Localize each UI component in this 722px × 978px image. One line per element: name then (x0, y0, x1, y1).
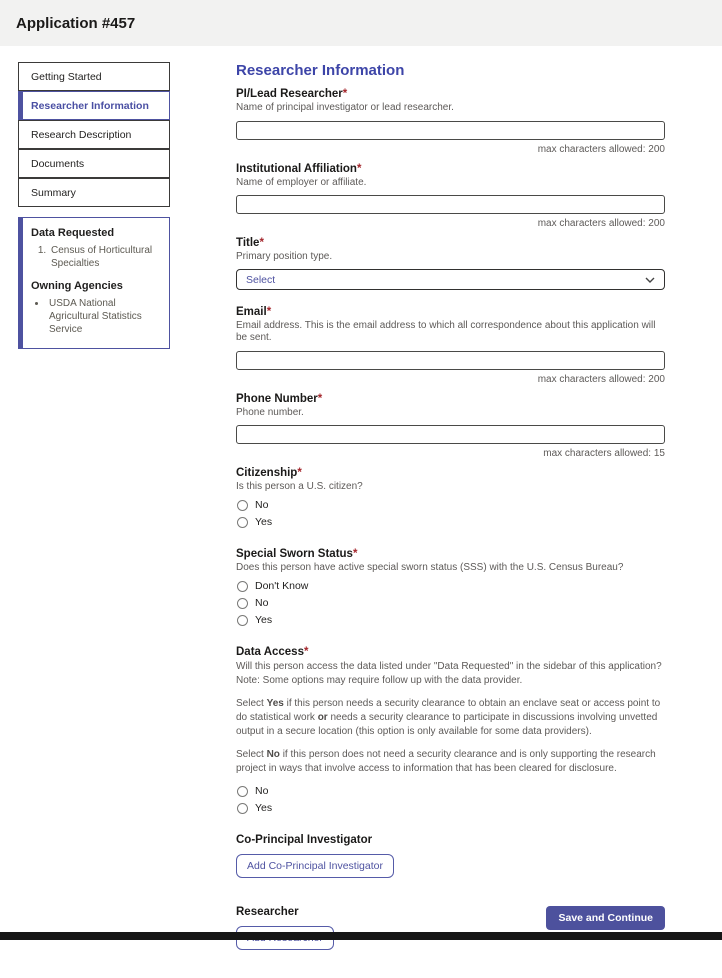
label-text: Special Sworn Status (236, 548, 353, 560)
pi-lead-researcher-help: Name of principal investigator or lead researcher. (236, 102, 454, 113)
field-special-sworn-status (236, 548, 665, 626)
label-text: Institutional Affiliation (236, 162, 357, 175)
para-text: needs a security clearance to participate in discussions involving unvetted output in a secure location (this option is only available for some data providers). (236, 712, 658, 737)
data-access-yes-label: Yes (255, 802, 273, 814)
para-bold: or (317, 712, 328, 723)
sss-yes-radio[interactable] (237, 615, 248, 626)
field-data-access (236, 646, 665, 814)
field-pi-lead-researcher (236, 88, 665, 155)
phone-max-note: max characters allowed: 15 (543, 448, 665, 459)
sss-label (236, 548, 665, 560)
citizenship-option-yes (236, 516, 665, 528)
required-asterisk: * (342, 88, 348, 100)
title-help: Primary position type. (236, 251, 333, 262)
pi-max-note: max characters allowed: 200 (537, 143, 665, 155)
data-access-option-yes (236, 802, 665, 814)
owning-agencies-list (47, 297, 161, 336)
data-access-paragraph-2 (236, 697, 665, 739)
field-email (236, 306, 665, 385)
sidebar-item-summary[interactable] (18, 178, 170, 207)
email-max-note: max characters allowed: 200 (537, 373, 665, 385)
institutional-affiliation-help: Name of employer or affiliate. (236, 176, 367, 188)
data-requested-list (49, 244, 161, 270)
section-heading: Researcher Information (236, 62, 405, 79)
citizenship-option-no (236, 499, 665, 511)
sss-no-radio[interactable] (237, 598, 248, 609)
sidebar-item-label: Documents (31, 157, 85, 170)
required-asterisk: * (352, 548, 358, 560)
data-requested-heading: Data Requested (31, 227, 115, 239)
institutional-affiliation-input[interactable] (236, 195, 665, 214)
label-text: Phone Number (236, 392, 318, 405)
email-input[interactable] (236, 351, 665, 370)
phone-number-label (236, 393, 665, 405)
phone-number-input[interactable] (236, 425, 665, 444)
required-asterisk: * (259, 237, 264, 249)
field-title (236, 237, 665, 290)
sss-dont-know-label: Don't Know (255, 580, 309, 592)
citizenship-help: Is this person a U.S. citizen? (236, 481, 363, 492)
sidebar-item-researcher-information[interactable] (18, 91, 170, 120)
pi-lead-researcher-label (236, 88, 665, 100)
section-co-principal-investigator (236, 834, 665, 878)
application-summary-box (18, 217, 170, 349)
sidebar-item-label: Summary (31, 186, 76, 199)
researcher-label: Researcher (236, 906, 299, 918)
data-access-label (236, 646, 665, 658)
sss-option-dont-know (236, 580, 665, 592)
sidebar (18, 62, 170, 978)
sidebar-item-label: Research Description (31, 128, 132, 141)
email-label (236, 306, 665, 318)
para-text: if this person does not need a security clearance and is only supporting the research project in ways that involve access to information that has been cleared for disclosure. (236, 749, 656, 774)
data-access-no-label: No (255, 785, 269, 797)
citizenship-label (236, 467, 665, 479)
field-phone-number (236, 393, 665, 460)
owning-agency-item: • USDA National Agricultural Statistics Service (47, 297, 161, 336)
sss-option-no (236, 597, 665, 609)
para-text: Select (236, 698, 267, 709)
save-and-continue-button[interactable]: Save and Continue (546, 906, 665, 930)
label-text: PI/Lead Researcher (236, 88, 343, 100)
data-requested-item: 1. Census of Horticultural Specialties (49, 244, 161, 270)
copi-label: Co-Principal Investigator (236, 834, 373, 846)
sidebar-item-research-description[interactable] (18, 120, 170, 149)
label-text: Data Access (236, 646, 304, 658)
required-asterisk: * (266, 306, 272, 318)
title-label (236, 237, 665, 249)
citizenship-yes-radio[interactable] (237, 517, 248, 528)
content-area (0, 46, 722, 978)
affiliation-max-note: max characters allowed: 200 (537, 218, 665, 229)
page-title: Application #457 (16, 14, 136, 32)
email-help: Email address. This is the email address to which all correspondence about this application will be sent. (236, 320, 656, 343)
field-citizenship (236, 467, 665, 528)
field-institutional-affiliation (236, 163, 665, 230)
owning-agencies-heading: Owning Agencies (31, 280, 123, 292)
required-asterisk: * (303, 646, 309, 658)
para-bold: No (266, 749, 280, 760)
para-text: if this person needs a security clearance to obtain an enclave seat or access point to do statistical work (236, 698, 661, 723)
sss-help: Does this person have active special sworn status (SSS) with the U.S. Census Bureau? (236, 562, 624, 573)
sidebar-item-documents[interactable] (18, 149, 170, 178)
institutional-affiliation-label (236, 163, 665, 175)
para-bold: Yes (266, 698, 284, 709)
label-text: Title (236, 237, 260, 249)
sidebar-item-label: Getting Started (31, 70, 102, 83)
sidebar-item-label: Researcher Information (31, 99, 149, 112)
required-asterisk: * (297, 467, 302, 479)
sidebar-item-getting-started[interactable] (18, 62, 170, 91)
citizenship-no-label: No (255, 499, 269, 511)
chevron-down-icon (645, 277, 655, 283)
sss-option-yes (236, 614, 665, 626)
required-asterisk: * (317, 392, 323, 405)
label-text: Citizenship (236, 467, 298, 479)
citizenship-no-radio[interactable] (237, 500, 248, 511)
required-asterisk: * (356, 162, 362, 175)
header-bar (0, 0, 722, 46)
data-access-yes-radio[interactable] (237, 803, 248, 814)
data-access-paragraph-1: Will this person access the data listed under "Data Requested" in the sidebar of this application? Note: Some options may require follow up with the data provider. (236, 661, 662, 686)
form-panel (236, 62, 665, 978)
phone-number-help: Phone number. (236, 406, 304, 418)
label-text: Email (236, 306, 267, 318)
sss-yes-label: Yes (255, 614, 273, 626)
data-access-option-no (236, 785, 665, 797)
citizenship-yes-label: Yes (255, 516, 273, 528)
data-access-no-radio[interactable] (237, 786, 248, 797)
title-select[interactable] (236, 269, 665, 290)
sss-no-label: No (255, 597, 269, 609)
sss-dont-know-radio[interactable] (237, 581, 248, 592)
para-text: Select (236, 749, 267, 760)
footer-bar (0, 932, 722, 940)
pi-lead-researcher-input[interactable] (236, 121, 665, 140)
add-co-principal-investigator-button[interactable]: Add Co-Principal Investigator (236, 854, 394, 878)
data-access-paragraph-3 (236, 748, 665, 776)
title-select-value: Select (246, 273, 276, 286)
